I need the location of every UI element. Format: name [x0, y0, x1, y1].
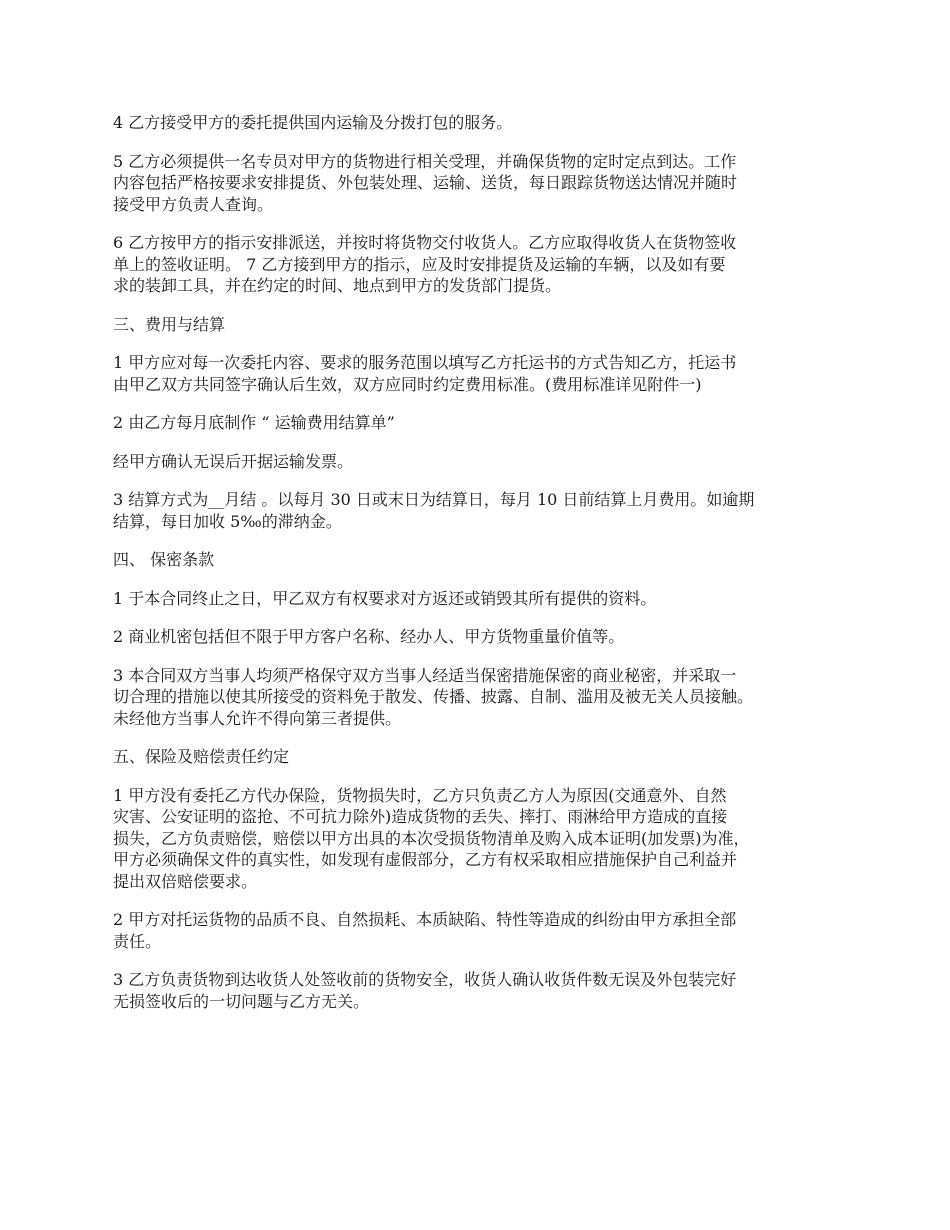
- text-line: 6 乙方按甲方的指示安排派送，并按时将货物交付收货人。乙方应取得收货人在货物签收: [113, 233, 737, 252]
- text-line: 2 由乙方每月底制作 “ 运输费用结算单”: [113, 413, 395, 432]
- text-line: 3 乙方负责货物到达收货人处签收前的货物安全，收货人确认收货件数无误及外包装完好: [113, 970, 737, 989]
- text-line: 3 结算方式为__月结 。以每月 30 日或末日为结算日，每月 10 日前结算上月费用。如逾期: [113, 490, 755, 509]
- text-line: 切合理的措施以使其所接受的资料免于散发、传播、披露、自制、滥用及被无关人员接触。: [113, 687, 754, 706]
- text-line: 求的装卸工具，并在约定的时间、地点到甲方的发货部门提货。: [113, 276, 562, 295]
- paragraph-insurance-3: [113, 969, 839, 1012]
- heading-text: 三、费用与结算: [113, 314, 226, 334]
- text-line: 提出双倍赔偿要求。: [113, 871, 258, 891]
- paragraph-confidentiality-1: [113, 588, 839, 610]
- text-line: 3 本合同双方当事人均须严格保守双方当事人经适当保密措施保密的商业秘密，并采取一: [113, 665, 737, 685]
- text-line: 经甲方确认无误后开据运输发票。: [113, 451, 354, 471]
- text-line: 单上的签收证明。 7 乙方接到甲方的指示，应及时安排提货及运输的车辆，以及如有要: [113, 254, 726, 274]
- paragraph-fees-1: [113, 352, 839, 395]
- paragraph-service-4: [113, 112, 839, 134]
- paragraph-service-6-7: [113, 232, 839, 297]
- paragraph-fees-3: [113, 489, 839, 532]
- paragraph-insurance-2: [113, 909, 839, 952]
- text-line: 1 甲方没有委托乙方代办保险，货物损失时，乙方只负责乙方人为原因(交通意外、自然: [113, 785, 727, 805]
- heading-text: 五、保险及赔偿责任约定: [113, 747, 290, 766]
- paragraph-fees-2: [113, 412, 839, 434]
- document-page: [113, 112, 839, 1029]
- section-heading-insurance: [113, 746, 839, 768]
- paragraph-service-5: [113, 151, 839, 216]
- text-line: 4 乙方接受甲方的委托提供国内运输及分拨打包的服务。: [113, 113, 513, 132]
- section-heading-confidentiality: [113, 549, 839, 571]
- text-line: 责任。: [113, 931, 162, 951]
- text-line: 损失，乙方负责赔偿，赔偿以甲方出具的本次受损货物清单及购入成本证明(加发票)为准，: [113, 828, 750, 848]
- heading-text: 四、 保密条款: [113, 550, 215, 569]
- paragraph-confidentiality-2: [113, 626, 839, 648]
- text-line: 1 于本合同终止之日，甲乙双方有权要求对方返还或销毁其所有提供的资料。: [113, 588, 657, 608]
- text-line: 接受甲方负责人查询。: [113, 194, 274, 214]
- text-line: 内容包括严格按要求安排提货、外包装处理、运输、送货，每日跟踪货物送达情况并随时: [113, 173, 738, 192]
- text-line: 灾害、公安证明的盗抢、不可抗力除外)造成货物的丢失、摔打、雨淋给甲方造成的直接: [113, 807, 728, 826]
- text-line: 1 甲方应对每一次委托内容、要求的服务范围以填写乙方托运书的方式告知乙方，托运书: [113, 353, 737, 372]
- paragraph-confidentiality-3: [113, 665, 839, 730]
- text-line: 无损签收后的一切问题与乙方无关。: [113, 991, 370, 1011]
- text-line: 2 商业机密包括但不限于甲方客户名称、经办人、甲方货物重量价值等。: [113, 627, 625, 646]
- text-line: 结算，每日加收 5‰的滞纳金。: [113, 511, 342, 531]
- paragraph-insurance-1: [113, 785, 839, 893]
- text-line: 5 乙方必须提供一名专员对甲方的货物进行相关受理，并确保货物的定时定点到达。工作: [113, 151, 737, 171]
- text-line: 甲方必须确保文件的真实性，如发现有虚假部分，乙方有权采取相应措施保护自己利益并: [113, 850, 738, 869]
- text-line: 2 甲方对托运货物的品质不良、自然损耗、本质缺陷、特性等造成的纠纷由甲方承担全部: [113, 910, 737, 929]
- text-line: 由甲乙双方共同签字确认后生效，双方应同时约定费用标准。(费用标准详见附件一): [113, 374, 702, 394]
- paragraph-fees-invoice: [113, 451, 839, 473]
- section-heading-fees: [113, 314, 839, 336]
- text-line: 未经他方当事人允许不得向第三者提供。: [113, 708, 402, 728]
